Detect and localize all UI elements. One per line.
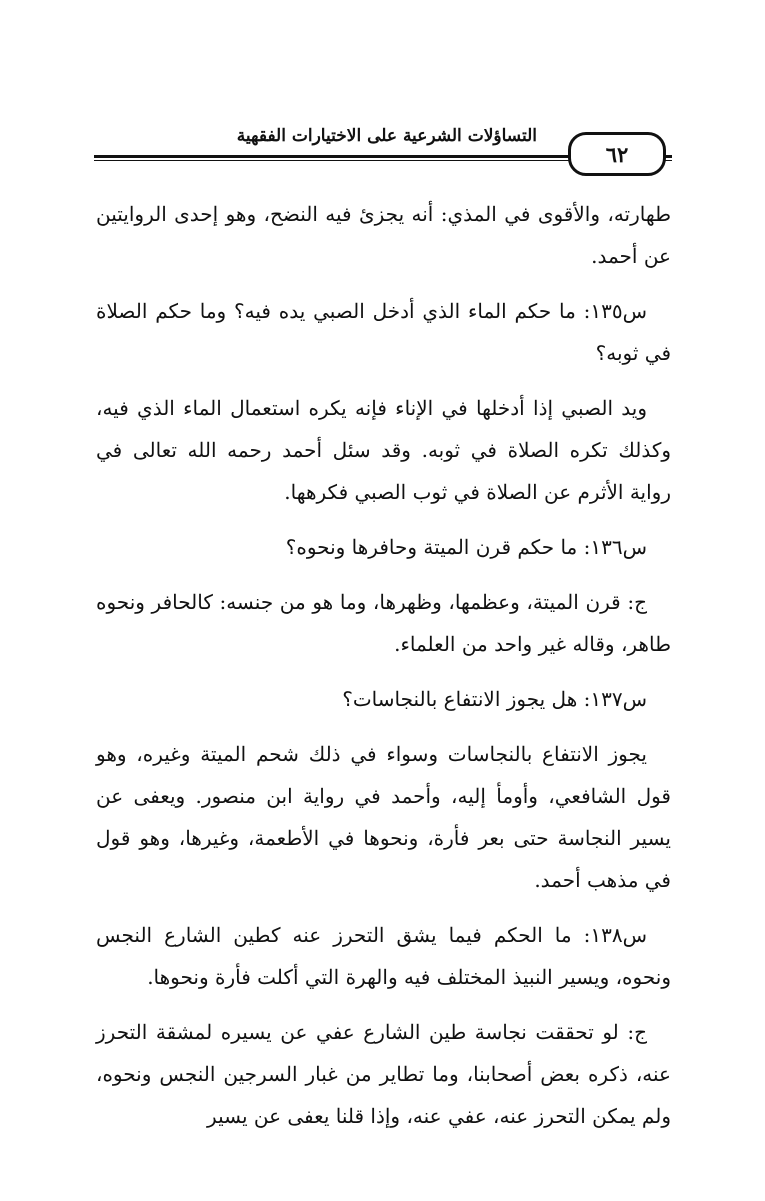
answer-138: ج: لو تحققت نجاسة طين الشارع عفي عن يسيره لمشقة التحرز عنه، ذكره بعض أصحابنا، وما تطاير من غبار السرجين النجس ونحوه، ولم يمكن التحرز عنه، عفي عنه، وإذا قلنا يعفى عن يسير xyxy=(96,1020,671,1128)
answer-136: ج: قرن الميتة، وعظمها، وظهرها، وما هو من جنسه: كالحافر ونحوه طاهر، وقاله غير واحد من العلماء. xyxy=(96,590,671,656)
question-138: س١٣٨: ما الحكم فيما يشق التحرز عنه كطين الشارع النجس ونحوه، ويسير النبيذ المختلف فيه والهرة التي أكلت فأرة ونحوها. xyxy=(96,923,671,989)
page-number: ٦٢ xyxy=(605,141,629,167)
question-136: س١٣٦: ما حكم قرن الميتة وحافرها ونحوه؟ xyxy=(285,535,647,559)
answer-137: يجوز الانتفاع بالنجاسات وسواء في ذلك شحم الميتة وغيره، وهو قول الشافعي، وأومأ إليه، وأحمد في رواية ابن منصور. ويعفى عن يسير النجاسة حتى بعر فأرة، ونحوها في الأطعمة، وغيرها، وهو قول في مذهب أحمد. xyxy=(96,742,671,892)
answer-135: ويد الصبي إذا أدخلها في الإناء فإنه يكره استعمال الماء الذي فيه، وكذلك تكره الصلاة في ثوبه. وقد سئل أحمد رحمه الله تعالى في رواية الأثرم عن الصلاة في ثوب الصبي فكرهها. xyxy=(96,396,671,504)
page-number-badge xyxy=(568,132,666,176)
question-135: س١٣٥: ما حكم الماء الذي أدخل الصبي يده فيه؟ وما حكم الصلاة في ثوبه؟ xyxy=(96,299,671,365)
paragraph-continuation: طهارته، والأقوى في المذي: أنه يجزئ فيه النضح، وهو إحدى الروايتين عن أحمد. xyxy=(96,202,671,268)
question-137: س١٣٧: هل يجوز الانتفاع بالنجاسات؟ xyxy=(342,687,647,711)
page-body xyxy=(96,193,671,1150)
running-header xyxy=(94,112,672,172)
header-title: التساؤلات الشرعية على الاختيارات الفقهية xyxy=(236,126,537,146)
